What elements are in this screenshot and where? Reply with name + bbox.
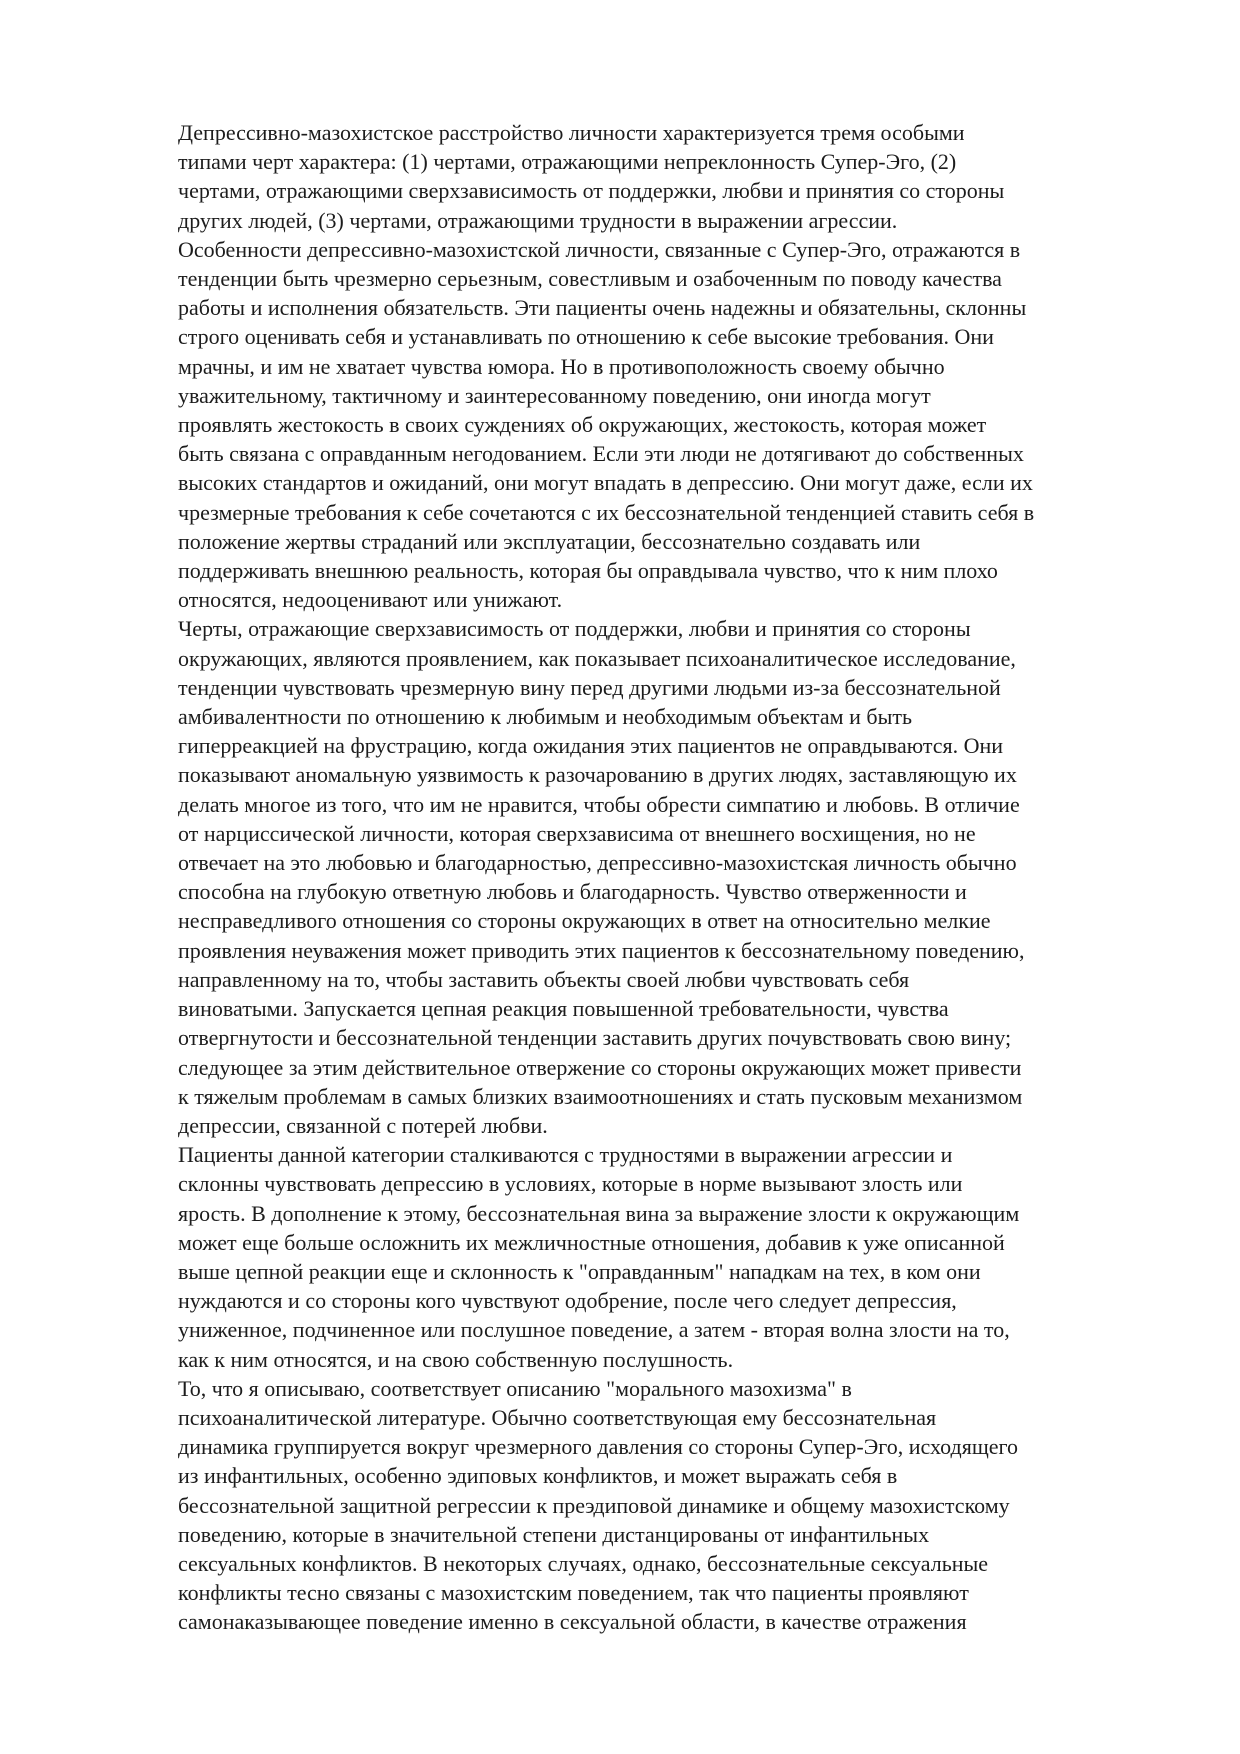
text-line: чрезмерные требования к себе сочетаются с их бессознательной тенденцией ставить себя в <box>178 499 1035 525</box>
paragraph <box>178 1374 1098 1637</box>
text-line: типами черт характера: (1) чертами, отражающими непреклонность Супер-Эго, (2) <box>178 149 957 175</box>
paragraph <box>178 118 1098 235</box>
text-line: делать многое из того, что им не нравится, чтобы обрести симпатию и любовь. В отличие <box>178 791 1020 817</box>
text-line: бессознательной защитной регрессии к преэдиповой динамике и общему мазохистскому <box>178 1492 1010 1518</box>
text-line: нуждаются и со стороны кого чувствуют одобрение, после чего следует депрессия, <box>178 1288 957 1314</box>
text-line: строго оценивать себя и устанавливать по отношению к себе высокие требования. Они <box>178 324 994 350</box>
text-line: показывают аномальную уязвимость к разочарованию в других людях, заставляющую их <box>178 762 1017 788</box>
text-line: от нарциссической личности, которая сверхзависима от внешнего восхищения, но не <box>178 820 976 846</box>
text-line: Черты, отражающие сверхзависимость от поддержки, любви и принятия со стороны <box>178 616 971 642</box>
text-line: отвергнутости и бессознательной тенденции заставить других почувствовать свою вину; <box>178 1025 1012 1051</box>
text-line: униженное, подчиненное или послушное поведение, а затем - вторая волна злости на то, <box>178 1317 1010 1343</box>
text-line: тенденции чувствовать чрезмерную вину перед другими людьми из-за бессознательной <box>178 674 1001 700</box>
text-line: к тяжелым проблемам в самых близких взаимоотношениях и стать пусковым механизмом <box>178 1083 1023 1109</box>
text-line: отвечает на это любовью и благодарностью, депрессивно-мазохистская личность обычно <box>178 850 1017 876</box>
document-body <box>178 118 1098 1637</box>
text-line: склонны чувствовать депрессию в условиях, которые в норме вызывают злость или <box>178 1171 963 1197</box>
text-line: самонаказывающее поведение именно в сексуальной области, в качестве отражения <box>178 1609 967 1635</box>
text-line: То, что я описываю, соответствует описанию "морального мазохизма" в <box>178 1375 852 1401</box>
text-line: проявления неуважения может приводить этих пациентов к бессознательному поведению, <box>178 937 1025 963</box>
paragraph <box>178 1140 1098 1374</box>
text-line: как к ним относятся, и на свою собственную послушность. <box>178 1346 734 1372</box>
text-line: проявлять жестокость в своих суждениях об окружающих, жестокость, которая может <box>178 412 987 438</box>
text-line: быть связана с оправданным негодованием. Если эти люди не дотягивают до собственных <box>178 441 1024 467</box>
text-line: из инфантильных, особенно эдиповых конфликтов, и может выражать себя в <box>178 1463 898 1489</box>
paragraph <box>178 614 1098 1140</box>
text-line: выше цепной реакции еще и склонность к "оправданным" нападкам на тех, в ком они <box>178 1258 981 1284</box>
text-line: амбивалентности по отношению к любимым и необходимым объектам и быть <box>178 704 913 730</box>
text-line: Пациенты данной категории сталкиваются с трудностями в выражении агрессии и <box>178 1142 953 1168</box>
text-line: уважительному, тактичному и заинтересованному поведению, они иногда могут <box>178 382 931 408</box>
text-line: высоких стандартов и ожиданий, они могут впадать в депрессию. Они могут даже, если их <box>178 470 1033 496</box>
text-line: способна на глубокую ответную любовь и благодарность. Чувство отверженности и <box>178 879 967 905</box>
text-line: гиперреакцией на фрустрацию, когда ожидания этих пациентов не оправдываются. Они <box>178 733 1004 759</box>
text-line: направленному на то, чтобы заставить объекты своей любви чувствовать себя <box>178 966 910 992</box>
text-line: поддерживать внешнюю реальность, которая бы оправдывала чувство, что к ним плохо <box>178 558 998 584</box>
text-line: относятся, недооценивают или унижают. <box>178 587 563 613</box>
text-line: конфликты тесно связаны с мазохистским поведением, так что пациенты проявляют <box>178 1580 969 1606</box>
text-line: может еще больше осложнить их межличностные отношения, добавив к уже описанной <box>178 1229 1005 1255</box>
text-line: ярость. В дополнение к этому, бессознательная вина за выражение злости к окружающим <box>178 1200 1020 1226</box>
text-line: окружающих, являются проявлением, как показывает психоаналитическое исследование, <box>178 645 1016 671</box>
text-line: виноватыми. Запускается цепная реакция повышенной требовательности, чувства <box>178 996 949 1022</box>
text-line: Депрессивно-мазохистское расстройство личности характеризуется тремя особыми <box>178 120 965 145</box>
text-line: положение жертвы страданий или эксплуатации, бессознательно создавать или <box>178 528 921 554</box>
text-line: следующее за этим действительное отвержение со стороны окружающих может привести <box>178 1054 1022 1080</box>
text-line: Особенности депрессивно-мазохистской личности, связанные с Супер-Эго, отражаются в <box>178 236 1021 262</box>
paragraph <box>178 235 1098 615</box>
text-line: сексуальных конфликтов. В некоторых случаях, однако, бессознательные сексуальные <box>178 1550 989 1576</box>
text-line: динамика группируется вокруг чрезмерного давления со стороны Супер-Эго, исходящего <box>178 1434 1019 1460</box>
text-line: других людей, (3) чертами, отражающими трудности в выражении агрессии. <box>178 207 898 233</box>
text-line: депрессии, связанной с потерей любви. <box>178 1112 548 1138</box>
text-line: несправедливого отношения со стороны окружающих в ответ на относительно мелкие <box>178 908 991 934</box>
text-line: психоаналитической литературе. Обычно соответствующая ему бессознательная <box>178 1404 937 1430</box>
text-line: чертами, отражающими сверхзависимость от поддержки, любви и принятия со стороны <box>178 178 1005 204</box>
text-line: тенденции быть чрезмерно серьезным, совестливым и озабоченным по поводу качества <box>178 266 1002 292</box>
text-line: работы и исполнения обязательств. Эти пациенты очень надежны и обязательны, склонны <box>178 295 1027 321</box>
text-line: поведению, которые в значительной степени дистанцированы от инфантильных <box>178 1521 930 1547</box>
text-line: мрачны, и им не хватает чувства юмора. Но в противоположность своему обычно <box>178 353 945 379</box>
